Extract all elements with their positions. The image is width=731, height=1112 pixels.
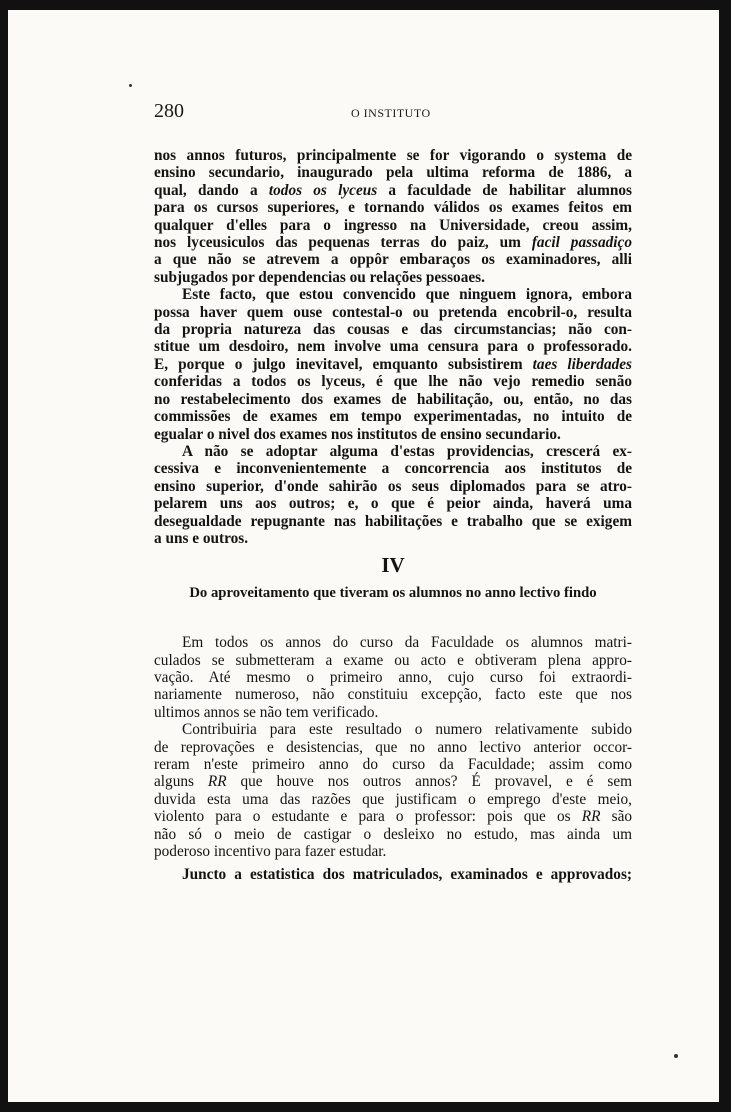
text-line: Este facto, que estou convencido que ninguem ignora, embora (182, 286, 632, 304)
text-line: a que não se atrevem a oppôr embaraços os examinadores, alli (154, 251, 632, 269)
ink-speck (674, 1054, 678, 1058)
text-line: de reprovações e desistencias, que no anno lectivo anterior occor- (154, 738, 632, 756)
text-line: ensino superior, d'onde sahirão os seus diplomados para se atro- (154, 477, 632, 495)
italic-run: todos os lyceus (268, 181, 378, 199)
italic-run: facil passadiço (531, 234, 632, 252)
text-line: poderoso incentivo para fazer estudar. (154, 843, 387, 861)
text-line: vação. Até mesmo o primeiro anno, cujo curso foi extraordi- (154, 668, 632, 686)
text-run: E, porque o julgo inevitavel, emquanto subsistirem (154, 355, 533, 373)
book-page (8, 10, 719, 1102)
italic-run: RR (207, 773, 227, 791)
text-line: duvida esta uma das razões que justificam o emprego d'este meio, (154, 790, 632, 808)
page-header (154, 100, 632, 126)
text-run: violento para o estudante e para o professor: pois que os (154, 808, 582, 826)
text-line: nariamente numeroso, não constituiu excepção, facto este que nos (154, 686, 632, 704)
text-run: a faculdade de habilitar alumnos (377, 181, 632, 199)
text-line: egualar o nivel dos exames nos institutos de ensino secundario. (154, 425, 561, 443)
section-heading: Do aproveitamento que tiveram os alumnos no anno lectivo findo (189, 584, 597, 601)
text-line (154, 234, 632, 251)
text-line: Em todos os annos do curso da Faculdade os alumnos matri- (182, 634, 632, 652)
paragraph-2 (154, 286, 632, 443)
ink-speck (129, 84, 132, 87)
paragraph-5 (154, 721, 632, 860)
text-line (154, 356, 632, 373)
text-line: cessiva e inconvenientemente a concorrencia aos institutos de (154, 460, 632, 478)
text-line (154, 773, 632, 790)
text-line: possa haver quem ouse contestal-o ou pretenda encobril-o, resulta (154, 303, 632, 321)
text-line: a uns e outros. (154, 529, 249, 547)
page-number: 280 (154, 100, 184, 122)
text-line: no restabelecimento dos exames de habilitação, ou, então, no das (154, 390, 632, 408)
italic-run: taes liberdades (532, 355, 632, 373)
text-line: conferidas a todos os lyceus, é que lhe não vejo remedio senão (154, 373, 632, 391)
paragraph-4 (154, 634, 632, 721)
text-run: que houve nos outros annos? É provavel, e é sem (226, 773, 633, 791)
text-line: commissões de exames em tempo experimentadas, no intuito de (154, 408, 632, 426)
text-run: nos lyceusiculos das pequenas terras do paiz, um (154, 234, 532, 252)
text-line: subjugados por dependencias ou relações pessoaes. (154, 268, 485, 286)
text-line (154, 808, 632, 825)
text-line: ensino secundario, inaugurado pela ultima reforma de 1886, a (154, 164, 632, 182)
text-line: Contribuiria para este resultado o numero relativamente subido (182, 721, 632, 739)
text-line: nos annos futuros, principalmente se for vigorando o systema de (154, 147, 632, 164)
text-run: são (600, 808, 633, 826)
text-line: desegualdade repugnante nas habilitações e trabalho que se exigem (154, 512, 632, 530)
running-title: O INSTITUTO (351, 106, 431, 120)
text-line: culados se submetteram a exame ou acto e obtiveram plena appro- (154, 651, 632, 669)
text-line: para os cursos superiores, e tornando válidos os exames feitos em (154, 199, 632, 217)
text-line: não só o meio de castigar o desleixo no estudo, mas ainda um (154, 825, 632, 843)
text-line: pelarem uns aos outros; e, o que é peior ainda, haverá uma (154, 495, 632, 513)
text-line: Juncto a estatistica dos matriculados, examinados e approvados; (182, 866, 632, 884)
text-line (154, 182, 632, 199)
paragraph-1 (154, 147, 632, 286)
text-line: qualquer d'elles para o ingresso na Universidade, creou assim, (154, 216, 632, 234)
italic-run: RR (581, 808, 601, 826)
page-body (154, 147, 632, 884)
paragraph-6 (154, 866, 632, 883)
text-line: A não se adoptar alguma d'estas providencias, crescerá ex- (182, 442, 632, 460)
text-line: ultimos annos se não tem verificado. (154, 703, 379, 721)
text-run: alguns (154, 773, 208, 791)
paragraph-3 (154, 443, 632, 547)
text-line: da propria natureza das cousas e das circumstancias; não con- (154, 321, 632, 339)
section-number: IV (381, 553, 405, 578)
text-line: stitue um desdoiro, nem involve uma censura para o professorado. (154, 338, 632, 356)
text-run: qual, dando a (154, 181, 269, 199)
text-line: reram n'este primeiro anno do curso da Faculdade; assim como (154, 756, 632, 773)
